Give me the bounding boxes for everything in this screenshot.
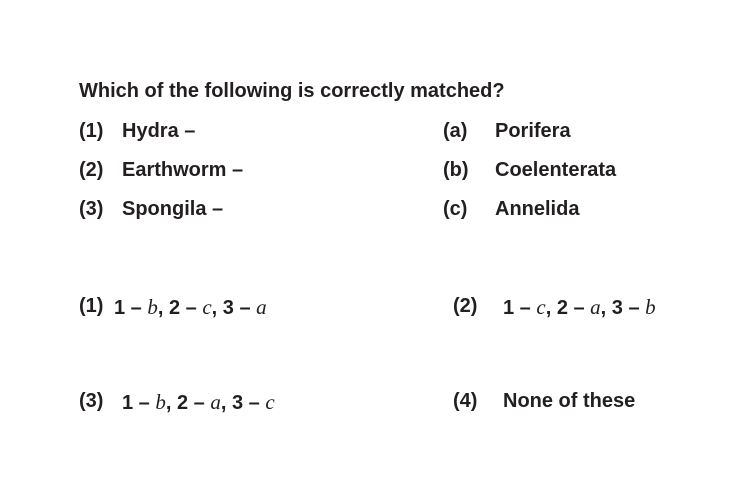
- option-2-part-2-separator: ,: [600, 297, 612, 319]
- right-item-number: (a): [443, 120, 468, 142]
- option-1-part-2-separator: ,: [211, 297, 223, 319]
- option-2-part-1-separator: ,: [545, 297, 557, 319]
- option-2-part-2-number: 2 –: [556, 297, 591, 319]
- left-item-label: Spongila –: [122, 198, 224, 220]
- option-2-part-1-letter: c: [536, 295, 546, 319]
- option-3-part-3-letter: c: [265, 390, 275, 414]
- left-item-number: (2): [79, 159, 104, 181]
- option-1-part-3-letter: a: [256, 295, 267, 319]
- option-2-part-1-number: 1 –: [503, 297, 537, 319]
- option-2-answer: [503, 295, 656, 320]
- left-item-label: Earthworm –: [122, 159, 244, 181]
- option-3-part-1-number: 1 –: [122, 392, 156, 414]
- option-4-answer: None of these: [503, 390, 636, 412]
- left-item-number: (3): [79, 198, 104, 220]
- right-item-label: Coelenterata: [495, 159, 617, 181]
- option-3-part-2-letter: a: [210, 390, 221, 414]
- option-1-part-1-letter: b: [147, 295, 158, 319]
- option-3-answer: [122, 390, 275, 415]
- option-1-answer: [114, 295, 267, 320]
- option-4-number: (4): [453, 390, 478, 412]
- option-3-part-3-number: 3 –: [231, 392, 266, 414]
- option-2-part-2-letter: a: [590, 295, 601, 319]
- right-item-number: (b): [443, 159, 469, 181]
- left-item-label: Hydra –: [122, 120, 196, 142]
- left-item-number: (1): [79, 120, 104, 142]
- option-3-number: (3): [79, 390, 104, 412]
- option-3-part-2-number: 2 –: [176, 392, 211, 414]
- option-3-part-2-separator: ,: [220, 392, 232, 414]
- option-2-number: (2): [453, 295, 478, 317]
- right-item-label: Annelida: [495, 198, 580, 220]
- option-1-part-2-letter: c: [202, 295, 212, 319]
- option-1-part-1-separator: ,: [157, 297, 169, 319]
- right-item-label: Porifera: [495, 120, 571, 142]
- question-text: Which of the following is correctly matched?: [79, 80, 505, 102]
- option-3-part-1-separator: ,: [165, 392, 177, 414]
- option-1-part-3-number: 3 –: [222, 297, 257, 319]
- option-1-part-2-number: 2 –: [168, 297, 203, 319]
- option-2-part-3-number: 3 –: [611, 297, 646, 319]
- option-1-part-1-number: 1 –: [114, 297, 148, 319]
- option-2-part-3-letter: b: [645, 295, 656, 319]
- option-1-number: (1): [79, 295, 104, 317]
- right-item-number: (c): [443, 198, 468, 220]
- option-3-part-1-letter: b: [155, 390, 166, 414]
